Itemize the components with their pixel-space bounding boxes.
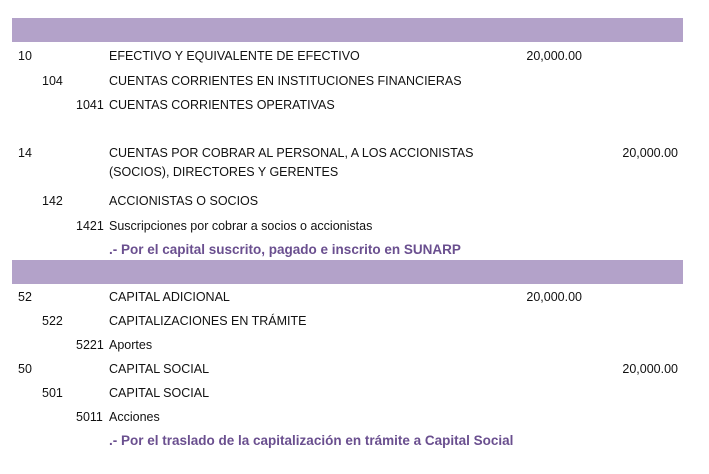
account-code: 14 — [18, 146, 32, 160]
entry-header-band — [12, 18, 683, 42]
division-code: 5011 — [76, 410, 103, 424]
debit-amount: 20,000.00 — [526, 49, 582, 63]
account-description: Acciones — [109, 410, 160, 424]
entry-header-band — [12, 260, 683, 284]
journal-line — [0, 192, 709, 210]
division-code: 5221 — [76, 338, 104, 352]
account-code: 50 — [18, 362, 32, 376]
journal-line — [0, 47, 709, 65]
account-description: CUENTAS POR COBRAR AL PERSONAL, A LOS ACCIONISTAS — [109, 146, 474, 160]
subaccount-code: 142 — [42, 194, 63, 208]
account-description: CUENTAS CORRIENTES EN INSTITUCIONES FINANCIERAS — [109, 74, 462, 88]
subaccount-code: 501 — [42, 386, 63, 400]
account-description: ACCIONISTAS O SOCIOS — [109, 194, 259, 208]
debit-amount: 20,000.00 — [526, 290, 582, 304]
account-description: CAPITAL ADICIONAL — [109, 290, 230, 304]
journal-line — [0, 288, 709, 306]
entry-gloss: .- Por el capital suscrito, pagado e inscrito en SUNARP — [109, 242, 461, 257]
journal-line — [0, 408, 709, 426]
journal-line — [0, 312, 709, 330]
account-description: EFECTIVO Y EQUIVALENTE DE EFECTIVO — [109, 49, 360, 63]
account-description: CAPITAL SOCIAL — [109, 386, 210, 400]
subaccount-code: 522 — [42, 314, 63, 328]
credit-amount: 20,000.00 — [622, 146, 678, 160]
account-description: CAPITALIZACIONES EN TRÁMITE — [109, 314, 307, 328]
journal-line — [0, 217, 709, 235]
account-description: CUENTAS CORRIENTES OPERATIVAS — [109, 98, 335, 112]
account-description-continued: (SOCIOS), DIRECTORES Y GERENTES — [109, 165, 339, 179]
division-code: 1421 — [76, 219, 104, 233]
journal-line — [0, 96, 709, 114]
account-description: CAPITAL SOCIAL — [109, 362, 210, 376]
journal-line — [0, 360, 709, 378]
journal-line — [0, 144, 709, 162]
division-code: 1041 — [76, 98, 104, 112]
credit-amount: 20,000.00 — [622, 362, 678, 376]
account-code: 52 — [18, 290, 32, 304]
account-description: Suscripciones por cobrar a socios o accionistas — [109, 219, 373, 233]
journal-line — [0, 72, 709, 90]
journal-line — [0, 384, 709, 402]
account-code: 10 — [18, 49, 32, 63]
journal-line — [0, 163, 709, 181]
subaccount-code: 104 — [42, 74, 63, 88]
journal-line — [0, 336, 709, 354]
account-description: Aportes — [109, 338, 153, 352]
entry-gloss: .- Por el traslado de la capitalización en trámite a Capital Social — [109, 433, 514, 448]
